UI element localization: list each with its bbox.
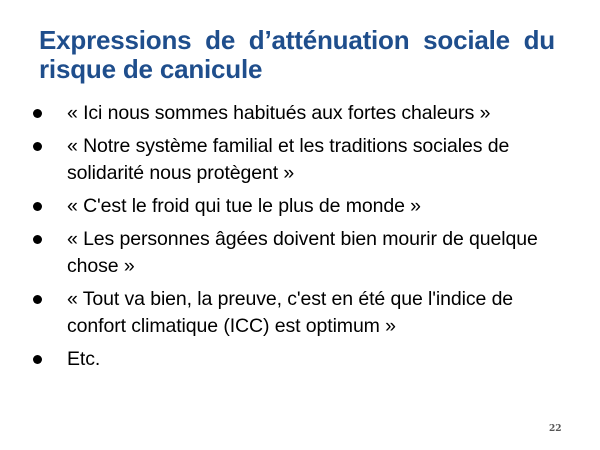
bullet-list xyxy=(30,100,560,379)
bullet-text: « Notre système familial et les traditions sociales de solidarité nous protègent » xyxy=(67,135,510,184)
bullet-dot-icon xyxy=(33,295,42,304)
bullet-item xyxy=(30,100,560,127)
bullet-dot-icon xyxy=(33,355,42,364)
bullet-text: « Les personnes âgées doivent bien mourir de quelque chose » xyxy=(67,228,538,277)
slide-title xyxy=(39,26,555,84)
title-line-1: Expressions de d’atténuation sociale du xyxy=(39,25,555,55)
bullet-dot-icon xyxy=(33,142,42,151)
bullet-dot-icon xyxy=(33,235,42,244)
bullet-text: Etc. xyxy=(67,348,101,370)
bullet-text: « Tout va bien, la preuve, c'est en été que l'indice de confort climatique (ICC) est optimum » xyxy=(67,288,514,337)
title-line-2: risque de canicule xyxy=(39,54,263,84)
bullet-text: « Ici nous sommes habitués aux fortes chaleurs » xyxy=(67,102,491,124)
bullet-text: « C'est le froid qui tue le plus de monde » xyxy=(67,195,421,217)
bullet-dot-icon xyxy=(33,202,42,211)
bullet-item xyxy=(30,346,560,373)
bullet-item xyxy=(30,286,560,340)
bullet-item xyxy=(30,193,560,220)
page-number: 22 xyxy=(549,424,562,434)
bullet-dot-icon xyxy=(33,109,42,118)
bullet-item xyxy=(30,226,560,280)
bullet-item xyxy=(30,133,560,187)
